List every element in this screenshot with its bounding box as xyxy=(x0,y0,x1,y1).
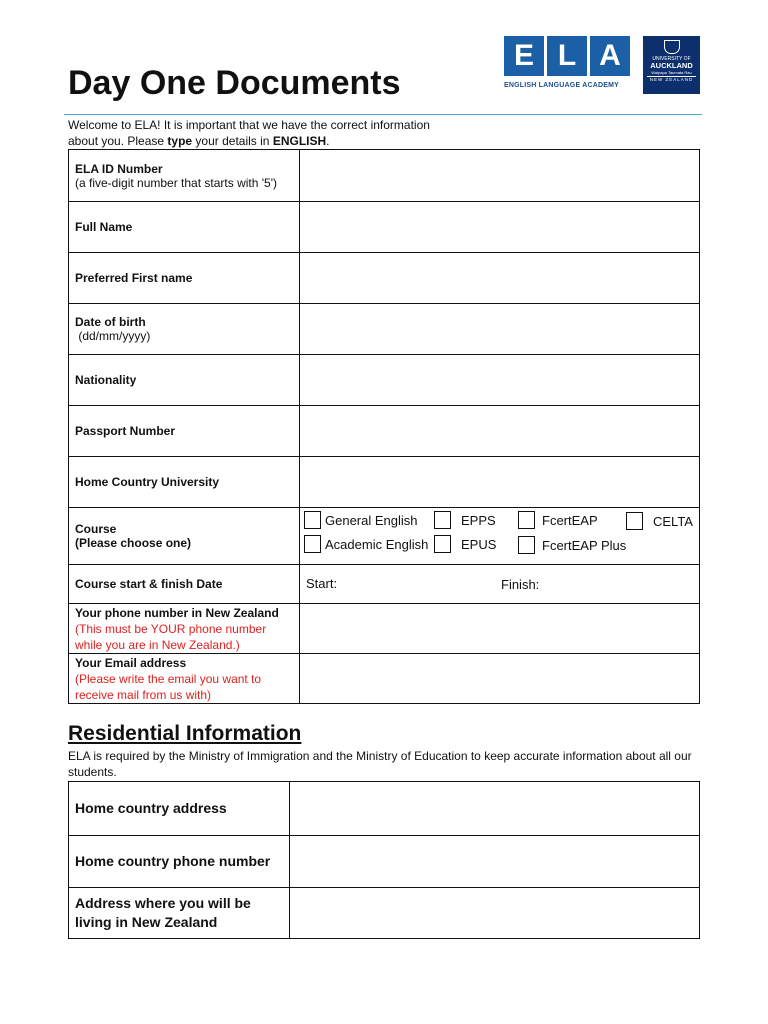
checkbox[interactable] xyxy=(518,511,535,529)
form-row-email xyxy=(69,654,700,704)
form-label: Home Country University xyxy=(69,457,300,508)
checkbox[interactable] xyxy=(626,512,643,530)
university-of-auckland-logo xyxy=(643,36,700,94)
nationality-input[interactable] xyxy=(300,355,700,406)
label-note: (Please choose one) xyxy=(75,536,192,550)
ela-logo-letter: E xyxy=(504,36,544,76)
course-option-academic-english[interactable]: Academic English xyxy=(304,535,428,553)
ela-id-input[interactable] xyxy=(300,150,700,202)
intro-line: Welcome to ELA! It is important that we have the correct information xyxy=(68,118,430,132)
label-text: Course xyxy=(75,522,117,536)
uoa-logo-line: AUCKLAND xyxy=(650,61,693,70)
ela-logo-subtitle: ENGLISH LANGUAGE ACADEMY xyxy=(504,82,619,89)
res-row-home-phone xyxy=(69,836,700,888)
home-address-input[interactable] xyxy=(290,782,700,836)
nz-address-input[interactable] xyxy=(290,888,700,939)
residential-table xyxy=(68,781,700,939)
res-row-nz-address xyxy=(69,888,700,939)
course-options-cell xyxy=(300,508,700,565)
course-options xyxy=(300,508,699,564)
form-label: Address where you will be living in New Zealand xyxy=(69,888,290,939)
form-row-passport xyxy=(69,406,700,457)
res-row-home-address xyxy=(69,782,700,836)
finish-label: Finish: xyxy=(501,577,540,592)
label-note: (Please write the email you want to receive mail from us with) xyxy=(75,671,262,702)
preferred-name-input[interactable] xyxy=(300,253,700,304)
form-row-ela-id xyxy=(69,150,700,202)
form-row-dob xyxy=(69,304,700,355)
course-dates xyxy=(300,565,699,603)
uoa-logo-line: NEW ZEALAND xyxy=(647,76,696,83)
form-label xyxy=(69,508,300,565)
form-row-nationality xyxy=(69,355,700,406)
course-dates-cell[interactable] xyxy=(300,565,700,604)
email-input[interactable] xyxy=(300,654,700,704)
label-text: Your Email address xyxy=(75,655,187,670)
form-row-full-name xyxy=(69,202,700,253)
passport-input[interactable] xyxy=(300,406,700,457)
checkbox[interactable] xyxy=(304,511,321,529)
dob-input[interactable] xyxy=(300,304,700,355)
crest-icon xyxy=(664,40,680,54)
form-label xyxy=(69,150,300,202)
ela-logo-letter: L xyxy=(547,36,587,76)
course-option-celta[interactable]: CELTA xyxy=(626,512,693,530)
intro-text xyxy=(68,117,488,149)
course-option-fcerteap[interactable]: FcertEAP xyxy=(518,511,598,529)
checkbox[interactable] xyxy=(518,536,535,554)
form-row-home-university xyxy=(69,457,700,508)
course-option-general-english[interactable]: General English xyxy=(304,511,418,529)
start-label: Start: xyxy=(306,576,338,591)
personal-details-table xyxy=(68,149,700,704)
form-row-course xyxy=(69,508,700,565)
residential-section-title: Residential Information xyxy=(68,722,302,745)
form-label: Home country phone number xyxy=(69,836,290,888)
full-name-input[interactable] xyxy=(300,202,700,253)
page-title: Day One Documents xyxy=(68,64,401,102)
form-label xyxy=(69,604,300,654)
form-row-phone xyxy=(69,604,700,654)
home-university-input[interactable] xyxy=(300,457,700,508)
form-label: Home country address xyxy=(69,782,290,836)
form-label: Course start & finish Date xyxy=(69,565,300,604)
residential-section-description: ELA is required by the Ministry of Immigration and the Ministry of Education to keep accurate information about all our students. xyxy=(68,749,692,779)
form-label: Nationality xyxy=(69,355,300,406)
course-option-epus[interactable]: EPUS xyxy=(434,535,496,553)
ela-logo xyxy=(504,36,634,96)
form-row-preferred-name xyxy=(69,253,700,304)
course-option-fcerteap-plus[interactable]: FcertEAP Plus xyxy=(518,536,626,554)
ela-logo-letter: A xyxy=(590,36,630,76)
label-text: Your phone number in New Zealand xyxy=(75,605,279,620)
header-divider xyxy=(64,114,702,115)
checkbox[interactable] xyxy=(434,535,451,553)
form-label: Passport Number xyxy=(69,406,300,457)
form-label xyxy=(69,654,300,704)
label-text: ELA ID Number xyxy=(75,161,163,176)
form-label: Full Name xyxy=(69,202,300,253)
form-row-course-dates xyxy=(69,565,700,604)
form-label: Preferred First name xyxy=(69,253,300,304)
label-note: (dd/mm/yyyy) xyxy=(75,329,151,343)
label-note: (a five-digit number that starts with '5') xyxy=(75,175,277,190)
checkbox[interactable] xyxy=(434,511,451,529)
uoa-logo-line: UNIVERSITY OF xyxy=(652,56,691,62)
home-phone-input[interactable] xyxy=(290,836,700,888)
nz-phone-input[interactable] xyxy=(300,604,700,654)
checkbox[interactable] xyxy=(304,535,321,553)
course-option-epps[interactable]: EPPS xyxy=(434,511,496,529)
uoa-logo-line: Waipapa Taumata Rau xyxy=(651,70,692,75)
intro-line: about you. Please type your details in ENGLISH. xyxy=(68,134,330,148)
label-note: (This must be YOUR phone number while you are in New Zealand.) xyxy=(75,621,267,652)
form-label xyxy=(69,304,300,355)
label-text: Date of birth xyxy=(75,315,146,329)
